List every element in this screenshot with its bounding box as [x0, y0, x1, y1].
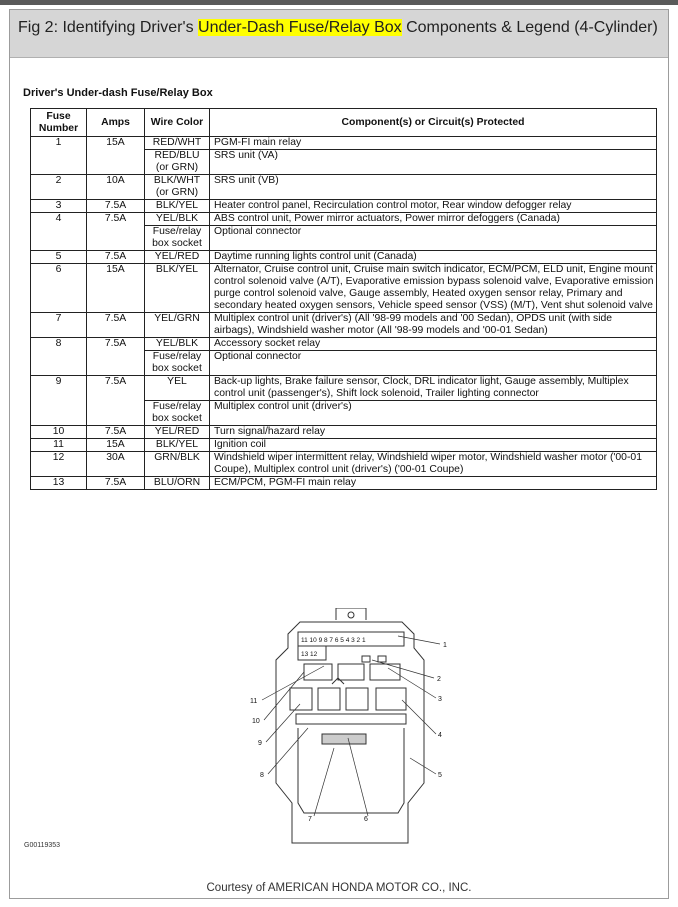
- callout-number: 6: [364, 816, 368, 823]
- figure-code: G00119353: [24, 842, 61, 849]
- window-top-bar: [0, 0, 678, 5]
- wire-color-cell: YEL/BLK: [145, 213, 210, 226]
- fuse-box-diagram: [238, 608, 453, 858]
- fuse-number-cell: 3: [31, 200, 87, 213]
- amps-cell: 15A: [87, 137, 145, 150]
- fuse-table-body: [31, 137, 657, 490]
- amps-cell: [87, 150, 145, 175]
- component-cell: ECM/PCM, PGM-FI main relay: [210, 477, 657, 490]
- fuse-number-cell: [31, 401, 87, 426]
- box-title: Driver's Under-dash Fuse/Relay Box: [23, 87, 213, 99]
- fuse-number-cell: 12: [31, 452, 87, 477]
- table-row: [31, 477, 657, 490]
- table-row: [31, 200, 657, 213]
- component-cell: Multiplex control unit (driver's) (All '98-99 models and '00 Sedan), OPDS unit (with side airbags), Windshield washer motor (All '98-99 models and '00-01 Sedan): [210, 313, 657, 338]
- table-row: [31, 426, 657, 439]
- wire-color-cell: BLK/YEL: [145, 264, 210, 313]
- table-row: [31, 439, 657, 452]
- wire-color-cell: YEL: [145, 376, 210, 401]
- fuse-number-cell: 7: [31, 313, 87, 338]
- component-cell: Back-up lights, Brake failure sensor, Clock, DRL indicator light, Gauge assembly, Multiplex control unit (passenger's), Shift lock solenoid, Trailer lighting connector: [210, 376, 657, 401]
- callout-number: 1: [443, 642, 447, 649]
- callout-number: 9: [258, 740, 262, 747]
- wire-color-cell: RED/WHT: [145, 137, 210, 150]
- callout-number: 11: [250, 698, 258, 705]
- wire-color-cell: BLK/WHT (or GRN): [145, 175, 210, 200]
- callout-line: [410, 758, 436, 774]
- component-cell: Heater control panel, Recirculation control motor, Rear window defogger relay: [210, 200, 657, 213]
- courtesy-credit: Courtesy of AMERICAN HONDA MOTOR CO., INC.: [206, 882, 472, 894]
- component-cell: Multiplex control unit (driver's): [210, 401, 657, 426]
- callout-number: 2: [437, 676, 441, 683]
- fuse-number-cell: [31, 351, 87, 376]
- callout-line: [372, 660, 434, 678]
- wire-color-cell: YEL/GRN: [145, 313, 210, 338]
- table-row: [31, 351, 657, 376]
- fuse-number-cell: 6: [31, 264, 87, 313]
- caption-highlight: Under-Dash Fuse/Relay Box: [198, 19, 402, 36]
- table-row: [31, 313, 657, 338]
- wire-color-cell: GRN/BLK: [145, 452, 210, 477]
- callout-number: 8: [260, 772, 264, 779]
- fuse-number-cell: [31, 226, 87, 251]
- amps-cell: 30A: [87, 452, 145, 477]
- fuse-number-cell: 9: [31, 376, 87, 401]
- component-cell: SRS unit (VB): [210, 175, 657, 200]
- callout-number: 5: [438, 772, 442, 779]
- table-row: [31, 137, 657, 150]
- fuse-number-cell: 1: [31, 137, 87, 150]
- header-wire-color: Wire Color: [145, 109, 210, 137]
- component-cell: Optional connector: [210, 351, 657, 376]
- amps-cell: [87, 351, 145, 376]
- amps-cell: 15A: [87, 264, 145, 313]
- caption-prefix: Fig 2: Identifying Driver's: [18, 19, 199, 36]
- component-cell: Optional connector: [210, 226, 657, 251]
- amps-cell: 7.5A: [87, 477, 145, 490]
- figure-caption: [10, 10, 668, 58]
- figure-frame: [9, 9, 669, 899]
- table-header-row: [31, 109, 657, 137]
- amps-cell: 7.5A: [87, 200, 145, 213]
- fuse-row-top-label: 11 10 9 8 7 6 5 4 3 2 1: [301, 637, 366, 644]
- amps-cell: 7.5A: [87, 338, 145, 351]
- component-cell: ABS control unit, Power mirror actuators, Power mirror defoggers (Canada): [210, 213, 657, 226]
- fuse-number-cell: [31, 150, 87, 175]
- wire-color-cell: BLK/YEL: [145, 200, 210, 213]
- wire-color-cell: YEL/RED: [145, 426, 210, 439]
- header-component: Component(s) or Circuit(s) Protected: [210, 109, 657, 137]
- callout-number: 3: [438, 696, 442, 703]
- fuse-number-cell: 10: [31, 426, 87, 439]
- amps-cell: 7.5A: [87, 213, 145, 226]
- table-row: [31, 376, 657, 401]
- figure-image: [10, 58, 668, 898]
- fuse-number-cell: 11: [31, 439, 87, 452]
- amps-cell: 7.5A: [87, 251, 145, 264]
- component-cell: Windshield wiper intermittent relay, Windshield wiper motor, Windshield washer motor ('00-01 Coupe), Multiplex control unit (driver's) ('00-01 Coupe): [210, 452, 657, 477]
- callout-line: [314, 748, 334, 816]
- wire-color-cell: BLK/YEL: [145, 439, 210, 452]
- component-cell: Turn signal/hazard relay: [210, 426, 657, 439]
- component-cell: Accessory socket relay: [210, 338, 657, 351]
- callout-number: 10: [252, 718, 260, 725]
- callout-number: 4: [438, 732, 442, 739]
- label-plate: [322, 734, 366, 744]
- callout-line: [266, 704, 300, 742]
- table-row: [31, 401, 657, 426]
- fuse-number-cell: 2: [31, 175, 87, 200]
- amps-cell: [87, 401, 145, 426]
- wire-color-cell: Fuse/relay box socket: [145, 351, 210, 376]
- table-row: [31, 338, 657, 351]
- table-row: [31, 226, 657, 251]
- component-cell: PGM-FI main relay: [210, 137, 657, 150]
- component-cell: Ignition coil: [210, 439, 657, 452]
- fuse-number-cell: 8: [31, 338, 87, 351]
- amps-cell: 7.5A: [87, 376, 145, 401]
- amps-cell: 15A: [87, 439, 145, 452]
- table-row: [31, 452, 657, 477]
- component-cell: Alternator, Cruise control unit, Cruise main switch indicator, ECM/PCM, ELD unit, Engine mount control solenoid valve (A/T), Evaporative emission bypass solenoid valve, Evaporative emission purge control solenoid valve, Gauge assembly, Heated oxygen sensor relay, Primary and secondary heated oxygen sensors, Vehicle speed sensor (VSS) (M/T), Vent shut solenoid valve: [210, 264, 657, 313]
- amps-cell: 7.5A: [87, 426, 145, 439]
- fuse-number-cell: 13: [31, 477, 87, 490]
- callout-line: [262, 666, 324, 700]
- mounting-hole: [348, 612, 354, 618]
- wire-color-cell: RED/BLU (or GRN): [145, 150, 210, 175]
- table-row: [31, 251, 657, 264]
- table-row: [31, 264, 657, 313]
- header-fuse-number: Fuse Number: [31, 109, 87, 137]
- table-row: [31, 175, 657, 200]
- fuse-number-cell: 5: [31, 251, 87, 264]
- wire-color-cell: Fuse/relay box socket: [145, 401, 210, 426]
- fuse-row-bottom-label: 13 12: [301, 651, 318, 658]
- wire-color-cell: YEL/BLK: [145, 338, 210, 351]
- callout-number: 7: [308, 816, 312, 823]
- caption-suffix: Components & Legend (4-Cylinder): [401, 19, 658, 36]
- header-amps: Amps: [87, 109, 145, 137]
- amps-cell: [87, 226, 145, 251]
- fuse-number-cell: 4: [31, 213, 87, 226]
- wire-color-cell: YEL/RED: [145, 251, 210, 264]
- amps-cell: 7.5A: [87, 313, 145, 338]
- table-row: [31, 150, 657, 175]
- callout-line: [388, 668, 436, 698]
- wire-color-cell: BLU/ORN: [145, 477, 210, 490]
- amps-cell: 10A: [87, 175, 145, 200]
- table-row: [31, 213, 657, 226]
- fuse-table: [30, 108, 657, 490]
- component-cell: Daytime running lights control unit (Canada): [210, 251, 657, 264]
- callout-line: [348, 738, 368, 816]
- callout-line: [402, 700, 436, 734]
- component-cell: SRS unit (VA): [210, 150, 657, 175]
- wire-color-cell: Fuse/relay box socket: [145, 226, 210, 251]
- callout-line: [268, 728, 308, 774]
